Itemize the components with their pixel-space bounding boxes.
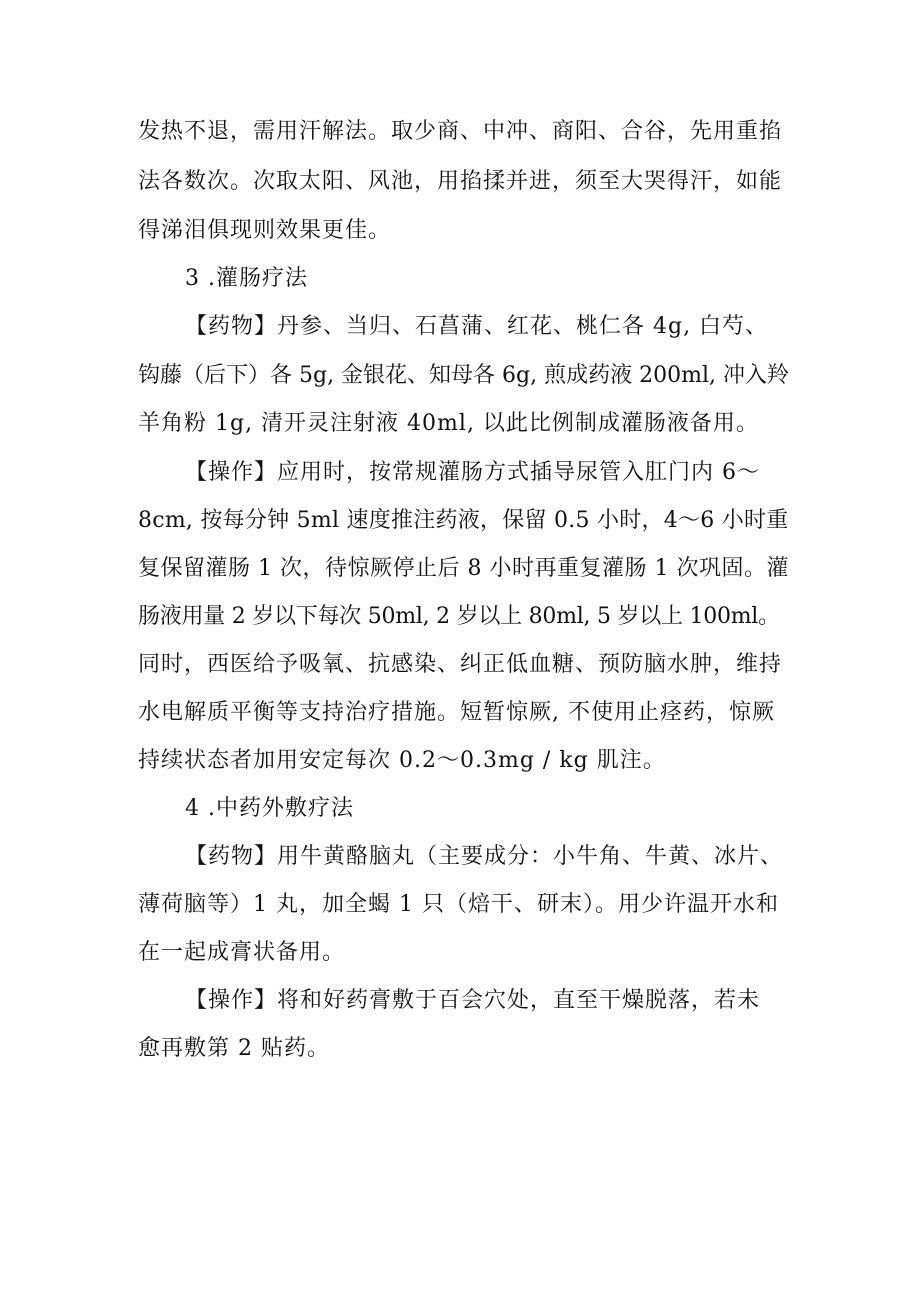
operation-paragraph-line: 持续状态者加用安定每次 0.2～0.3mg / kg 肌注。 [138,748,666,773]
drug-paragraph-line: 在一起成膏状备用。 [138,940,346,965]
section-heading: 3 .灌肠疗法 [185,266,308,291]
drug-paragraph-line: 钩藤（后下）各 5g, 金银花、知母各 6g, 煎成药液 200ml, 冲入羚 [138,363,789,388]
operation-paragraph-line: 【操作】应用时，按常规灌肠方式插导尿管入肛门内 6～ [185,460,760,485]
operation-paragraph-line: 【操作】将和好药膏敷于百会穴处，直至干燥脱落，若未 [185,988,761,1013]
drug-paragraph-line: 薄荷脑等）1 丸，加全蝎 1 只（焙干、研末）。用少许温开水和 [138,892,779,917]
paragraph-line: 得涕泪俱现则效果更佳。 [138,218,392,243]
operation-paragraph-line: 8cm, 按每分钟 5ml 速度推注药液，保留 0.5 小时，4～6 小时重 [138,508,789,533]
operation-paragraph-line: 复保留灌肠 1 次，待惊厥停止后 8 小时再重复灌肠 1 次巩固。灌 [138,556,789,581]
paragraph-line: 发热不退，需用汗解法。取少商、中冲、商阳、合谷，先用重掐 [138,119,783,144]
section-heading: 4 .中药外敷疗法 [185,796,354,821]
operation-paragraph-line: 同时，西医给予吸氧、抗感染、纠正低血糖、预防脑水肿，维持 [138,652,783,677]
drug-paragraph-line: 羊角粉 1g, 清开灵注射液 40ml, 以此比例制成灌肠液备用。 [138,411,759,436]
operation-paragraph-line: 肠液用量 2 岁以下每次 50ml, 2 岁以上 80ml, 5 岁以上 100ml。 [138,604,780,629]
operation-paragraph-line: 愈再敷第 2 贴药。 [138,1036,330,1061]
drug-paragraph-line: 【药物】丹参、当归、石菖蒲、红花、桃仁各 4g, 白芍、 [185,314,769,339]
drug-paragraph-line: 【药物】用牛黄酪脑丸（主要成分：小牛角、牛黄、冰片、 [185,844,784,869]
paragraph-line: 法各数次。次取太阳、风池，用掐揉并进，须至大哭得汗，如能 [138,169,783,194]
operation-paragraph-line: 水电解质平衡等支持治疗措施。短暂惊厥, 不使用止痉药，惊厥 [138,700,775,725]
